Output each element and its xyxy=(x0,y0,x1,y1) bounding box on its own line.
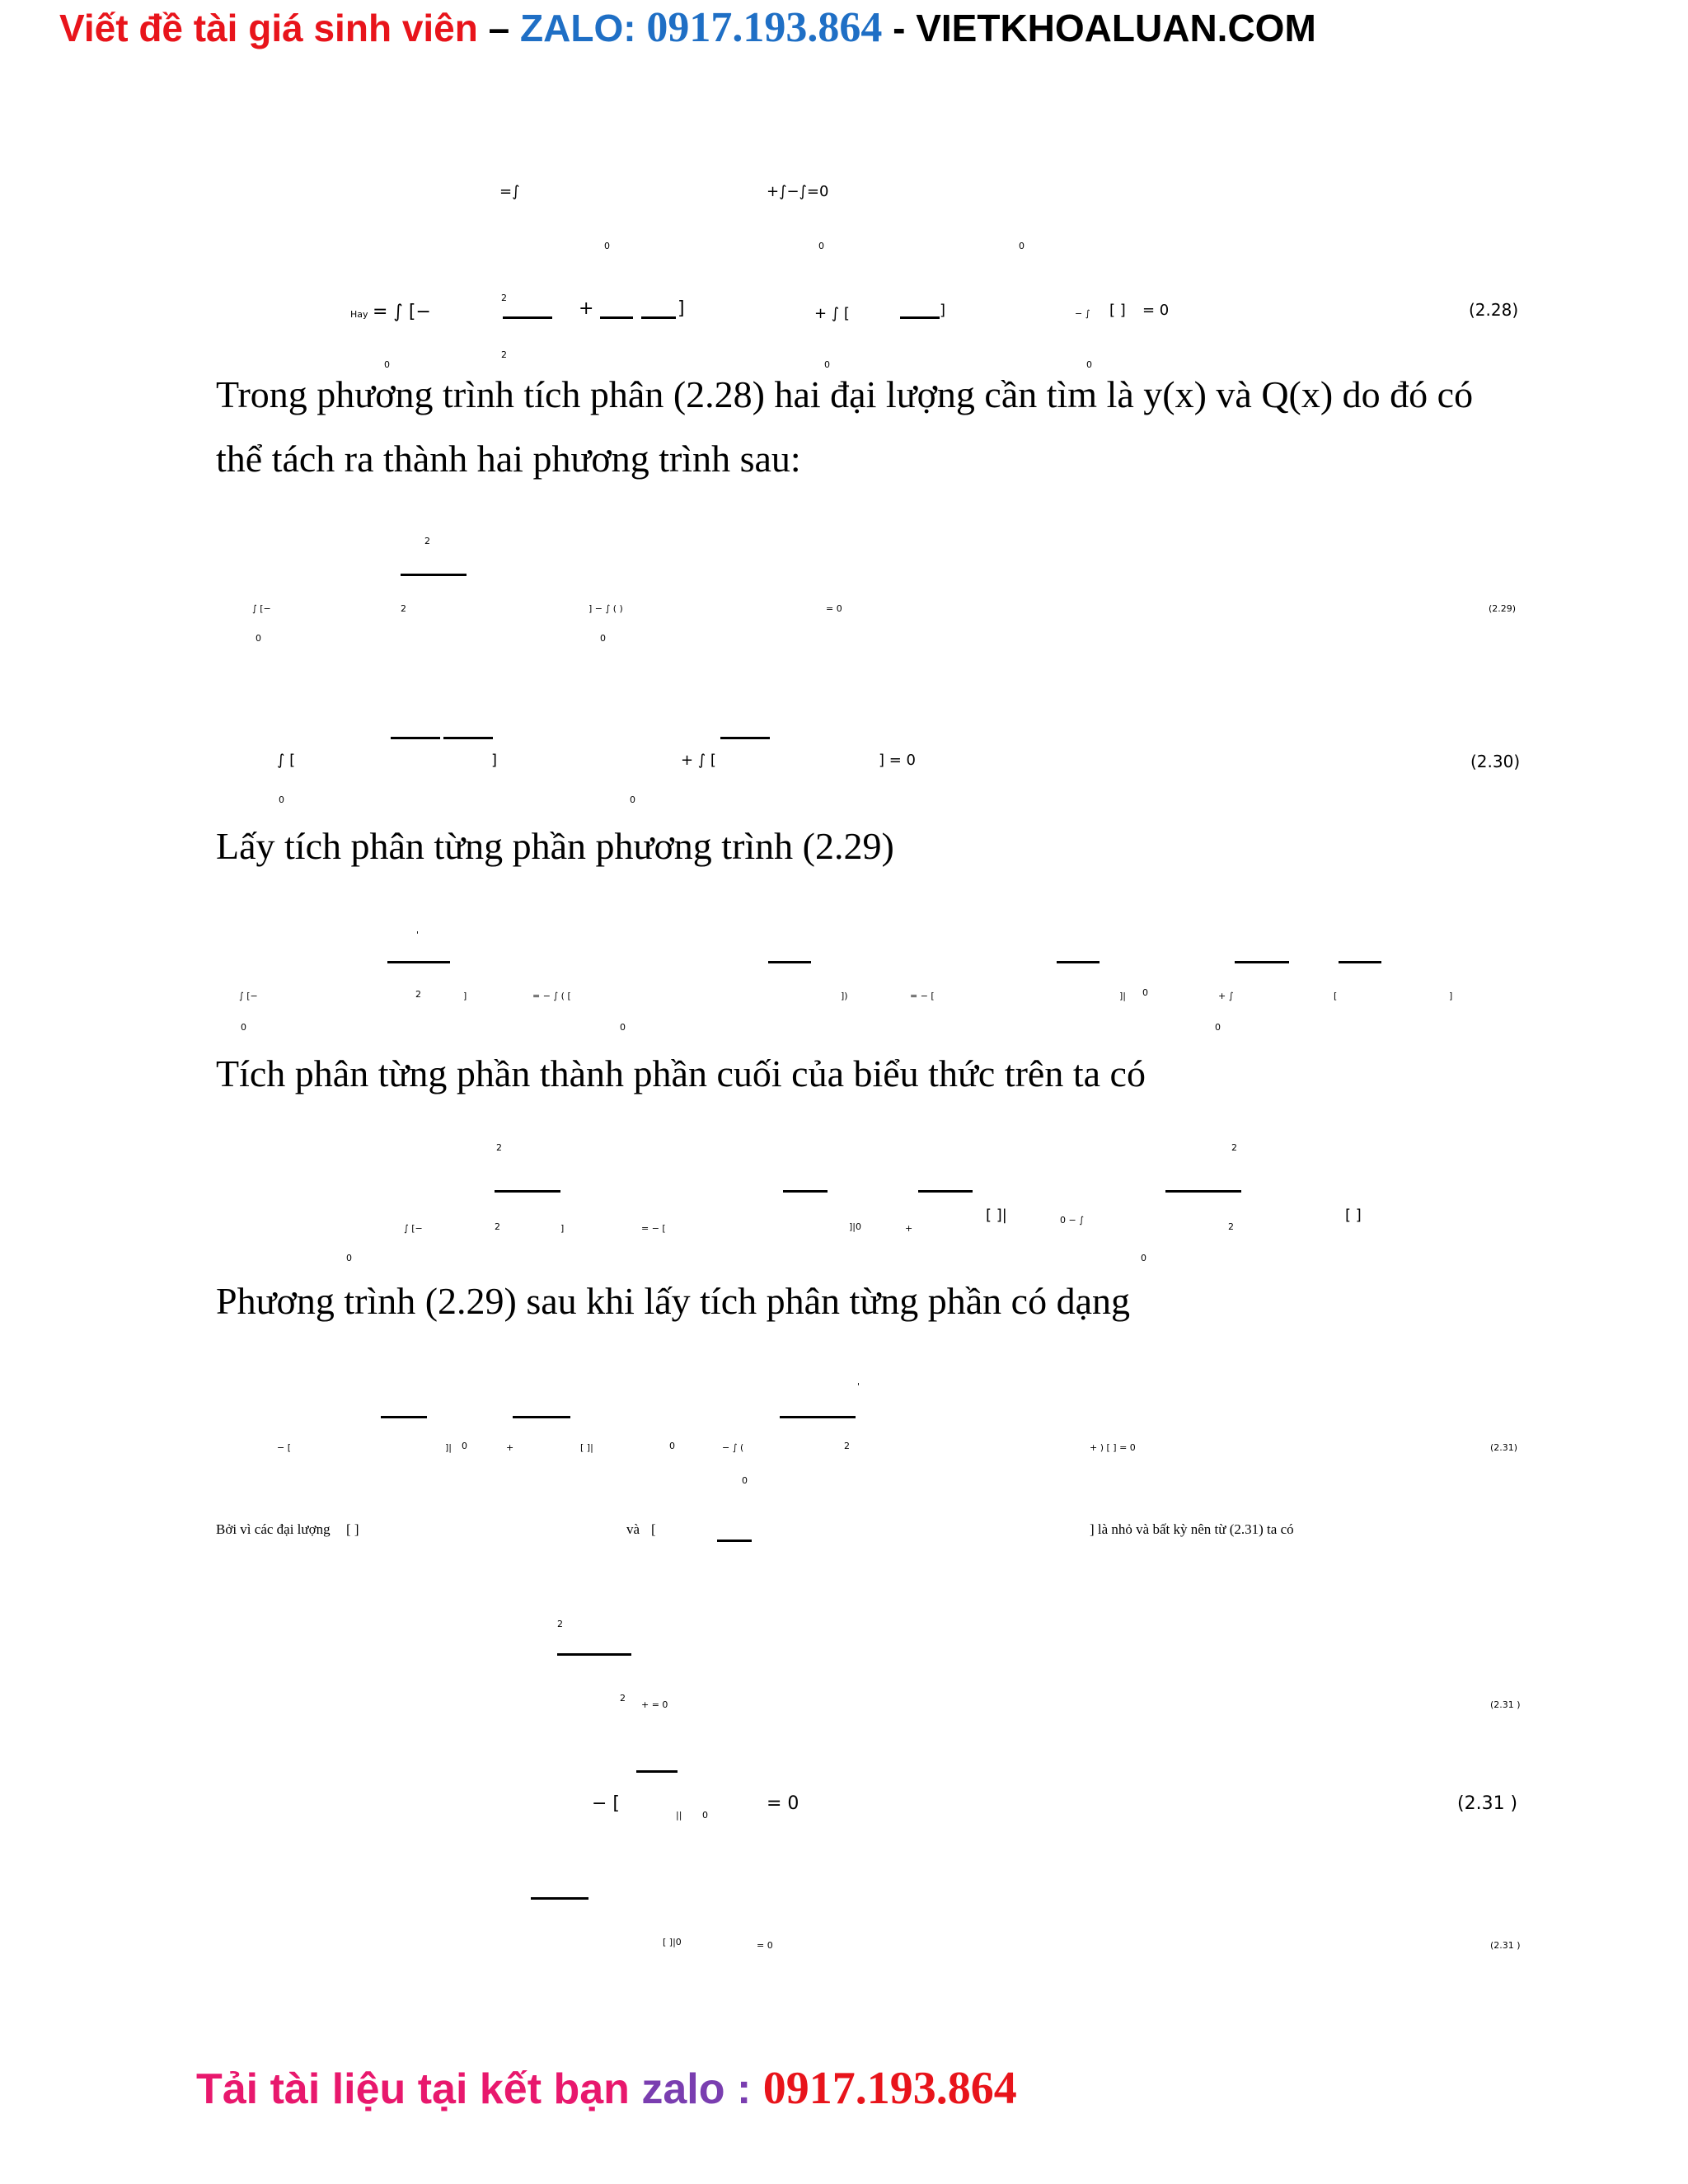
header-dash: – xyxy=(477,7,521,49)
header-zalo-label: ZALO: xyxy=(520,7,647,49)
fraction-bar xyxy=(513,1416,570,1418)
eq231-bar: ]| xyxy=(445,1442,452,1453)
eq228-exponent: 2 xyxy=(501,349,507,360)
eq231-zero: 0 xyxy=(669,1441,675,1451)
eqp2-subscript: 0 xyxy=(1141,1253,1146,1263)
fraction-bar xyxy=(1165,1190,1241,1193)
eq228-hay: Hay xyxy=(350,309,368,320)
eq231a-tail: + = 0 xyxy=(641,1699,668,1710)
eq229-term: ] − ∫ ( ) xyxy=(588,603,623,614)
eq231-tail: + ) [ ] = 0 xyxy=(1090,1442,1136,1453)
eq228-integral: − ∫ xyxy=(1075,308,1090,319)
paragraph-3: Tích phân từng phần thành phần cuối của biểu thức trên ta có xyxy=(216,1052,1146,1094)
footer-text: Tải tài liệu tại kết bạn xyxy=(196,2065,642,2113)
footer-zalo: zalo xyxy=(641,2065,725,2113)
paragraph-text: và xyxy=(626,1521,640,1537)
fraction-bar xyxy=(443,737,493,739)
fraction-bar xyxy=(381,1416,427,1418)
equation-number: (2.31) xyxy=(1490,1442,1518,1453)
fraction-bar xyxy=(387,961,450,963)
fraction-bar xyxy=(918,1190,973,1193)
eqp2-plus: + xyxy=(905,1223,913,1234)
paragraph-text: ] là nhỏ và bất kỳ nên từ (2.31) ta có xyxy=(1090,1521,1294,1537)
header-phone: 0917.193.864 xyxy=(646,4,883,51)
eq230-integral: + ∫ [ xyxy=(681,752,716,769)
paragraph-2: Lấy tích phân từng phần phương trình (2.29) xyxy=(216,825,894,867)
fraction-bar xyxy=(401,574,467,576)
eq230-equals: ] = 0 xyxy=(879,752,916,769)
eq230-bracket: ] xyxy=(491,752,498,769)
eqp1-zero: 0 xyxy=(1142,987,1148,998)
eq230-subscript: 0 xyxy=(279,794,284,805)
equation-number: (2.30) xyxy=(1470,752,1521,771)
footer-phone: 0917.193.864 xyxy=(762,2063,1017,2114)
fraction-bar xyxy=(495,1190,560,1193)
eq231b-term: − [ xyxy=(592,1793,621,1814)
eq-top-rhs: +∫−∫=0 xyxy=(767,183,829,200)
prime-mark: ' xyxy=(416,930,420,940)
eq228-exponent: 2 xyxy=(501,293,507,303)
eqp2-subscript: 0 xyxy=(346,1253,352,1263)
eq-top-zero: 0 xyxy=(604,241,610,251)
eq228-bracket: ] xyxy=(940,302,946,319)
eq229-equals: = 0 xyxy=(826,603,842,614)
eqp2-exponent: 2 xyxy=(1231,1142,1237,1153)
eq231-subscript: 0 xyxy=(742,1475,748,1486)
eq-top-zero: 0 xyxy=(818,241,824,251)
equation-number: (2.31 ) xyxy=(1490,1699,1521,1710)
eqp1-bracket: [ xyxy=(1334,991,1338,1001)
eqp2-term: = − [ xyxy=(641,1223,666,1234)
eq231-exponent: 2 xyxy=(844,1441,850,1451)
eqp1-bar: ]| xyxy=(1119,991,1126,1001)
fraction-bar xyxy=(783,1190,828,1193)
paragraph-text: Bởi vì các đại lượng xyxy=(216,1521,331,1537)
equation-number: (2.31 ) xyxy=(1490,1940,1521,1951)
eq228-integral: + ∫ [ xyxy=(814,305,850,322)
eqp1-term: = − ∫ ( [ xyxy=(532,991,571,1001)
eq231-term: − [ xyxy=(277,1442,292,1453)
eq228-subscript: 0 xyxy=(384,359,390,370)
fraction-bar xyxy=(768,961,811,963)
eq229-exponent: 2 xyxy=(401,603,406,614)
eq229-exponent: 2 xyxy=(424,536,430,546)
prime-mark: ' xyxy=(857,1381,860,1392)
fraction-bar xyxy=(557,1653,631,1656)
eq228-bracket: [ ] xyxy=(1109,302,1126,319)
header-site: VIETKHOALUAN.COM xyxy=(916,7,1316,49)
eq-top-zero: 0 xyxy=(1019,241,1025,251)
eq231a-exponent: 2 xyxy=(557,1619,563,1629)
eqp2-bracket: [ ] xyxy=(1345,1207,1362,1224)
fraction-bar xyxy=(636,1770,678,1773)
eq230-integral: ∫ [ xyxy=(277,752,296,769)
eq228-subscript: 0 xyxy=(824,359,830,370)
page-header xyxy=(59,3,1316,52)
equation-number: (2.28) xyxy=(1469,300,1519,320)
eqp1-term: = − [ xyxy=(910,991,935,1001)
eqp1-integral: + ∫ xyxy=(1218,991,1234,1001)
eqp1-subscript: 0 xyxy=(620,1022,626,1033)
eqp2-integral: 0 − ∫ xyxy=(1060,1215,1084,1226)
eqp1-exponent: 2 xyxy=(415,989,421,1000)
eq231b-bar: || xyxy=(676,1810,682,1821)
eqp2-exponent: 2 xyxy=(496,1142,502,1153)
eq-top-lhs: =∫ xyxy=(499,183,520,200)
fraction-bar xyxy=(717,1540,752,1542)
fraction-bar xyxy=(780,1416,856,1418)
eq231a-exponent: 2 xyxy=(620,1693,626,1704)
fraction-bar xyxy=(600,316,633,319)
header-separator: - xyxy=(882,7,917,49)
header-slogan: Viết đề tài giá sinh viên xyxy=(59,7,478,49)
fraction-bar xyxy=(531,1897,588,1900)
fraction-bar xyxy=(900,316,940,319)
eqp1-bracket: ] xyxy=(1449,991,1453,1001)
eq228-integral: = ∫ [− xyxy=(373,302,431,322)
eq229-subscript: 0 xyxy=(600,633,606,644)
fraction-bar xyxy=(1057,961,1100,963)
paragraph-1 xyxy=(216,363,1473,491)
eqp1-subscript: 0 xyxy=(1215,1022,1221,1033)
fraction-bar xyxy=(720,737,770,739)
fraction-bar xyxy=(391,737,440,739)
eq231b-equals: = 0 xyxy=(767,1793,799,1814)
eq228-subscript: 0 xyxy=(1086,359,1092,370)
eqp2-bar: ]|0 xyxy=(849,1221,861,1232)
eq231c-equals: = 0 xyxy=(757,1940,773,1951)
equation-number: (2.29) xyxy=(1489,603,1517,614)
eqp2-bracket: ] xyxy=(560,1223,565,1234)
eq231-integral: − ∫ ( xyxy=(722,1442,744,1453)
eq230-subscript: 0 xyxy=(630,794,635,805)
eq231-zero: 0 xyxy=(462,1441,467,1451)
paragraph-line: Trong phương trình tích phân (2.28) hai đại lượng cần tìm là y(x) và Q(x) do đó có xyxy=(216,373,1474,415)
paragraph-line: thể tách ra thành hai phương trình sau: xyxy=(216,438,801,480)
eqp1-subscript: 0 xyxy=(241,1022,246,1033)
eq229-integral: ∫ [− xyxy=(252,603,271,614)
paragraph-bracket: [ xyxy=(651,1521,656,1537)
eqp1-bracket: ] xyxy=(463,991,467,1001)
eqp1-integral: ∫ [− xyxy=(239,991,258,1001)
eqp2-integral: ∫ [− xyxy=(404,1223,423,1234)
fraction-bar xyxy=(641,316,676,319)
eq231-plus: + xyxy=(506,1442,514,1453)
equation-number: (2.31 ) xyxy=(1457,1793,1518,1814)
eq231c-bar: [ ]|0 xyxy=(663,1937,682,1947)
eqp2-bracket: [ ]| xyxy=(986,1207,1007,1224)
eq228-plus: + xyxy=(579,298,594,319)
eqp2-exponent: 2 xyxy=(1228,1221,1234,1232)
paragraph-bracket: [ ] xyxy=(346,1521,359,1537)
fraction-bar xyxy=(1235,961,1289,963)
fraction-bar xyxy=(503,316,552,319)
fraction-bar xyxy=(1339,961,1381,963)
eq231-bracket: [ ]| xyxy=(580,1442,593,1453)
eqp2-exponent: 2 xyxy=(495,1221,500,1232)
eq228-bracket: ] xyxy=(678,298,685,319)
page-footer xyxy=(196,2062,1017,2115)
eq229-subscript: 0 xyxy=(256,633,261,644)
eqp1-bracket: ]) xyxy=(841,991,848,1001)
eq231b-zero: 0 xyxy=(702,1810,708,1821)
paragraph-4: Phương trình (2.29) sau khi lấy tích phân từng phần có dạng xyxy=(216,1280,1131,1322)
eq228-equals: = 0 xyxy=(1142,302,1170,319)
footer-colon: : xyxy=(724,2065,763,2113)
